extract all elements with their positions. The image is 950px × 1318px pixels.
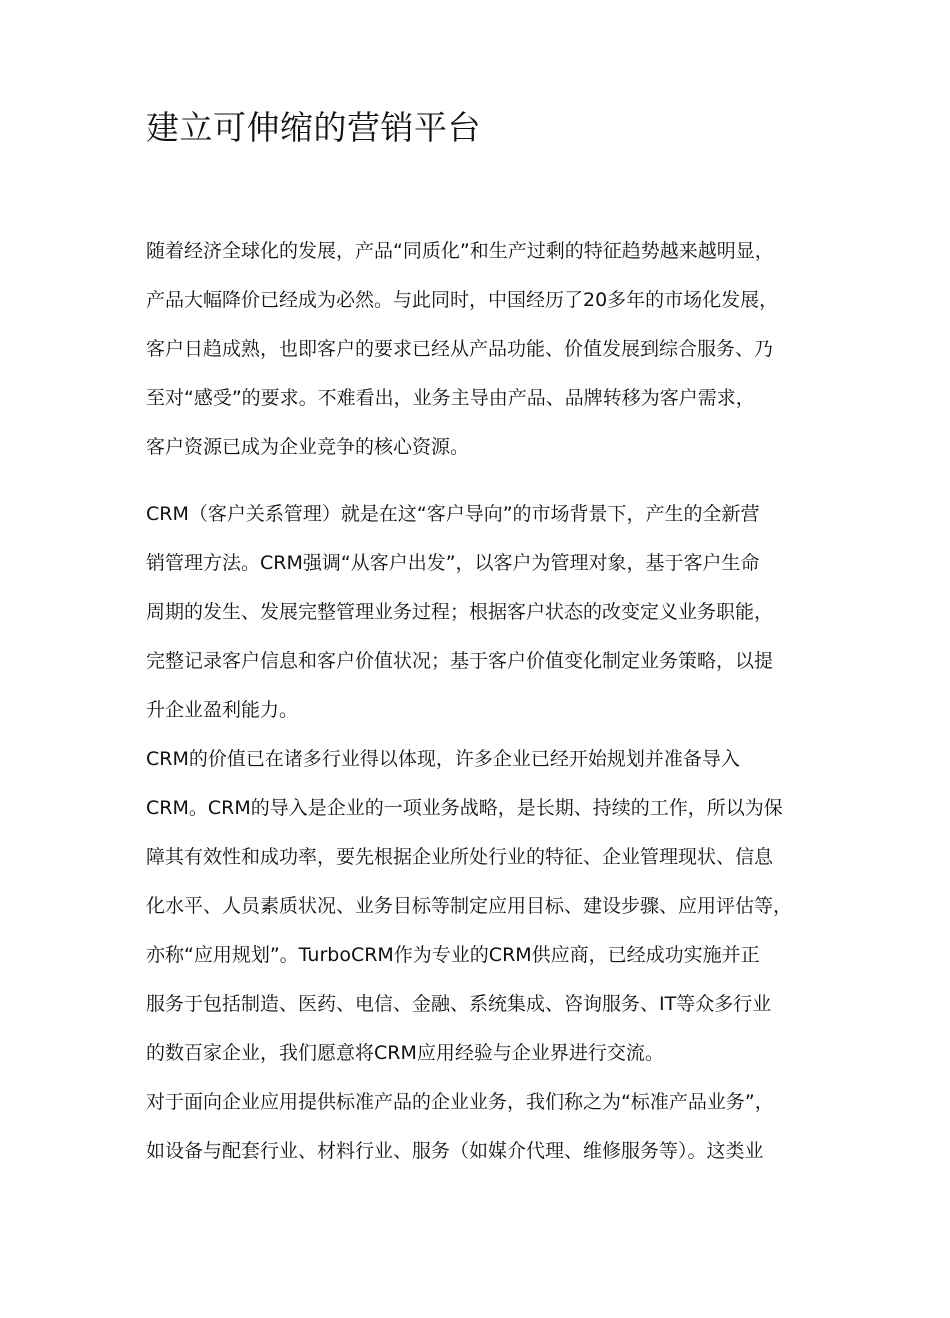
paragraph-line: 的数百家企业，我们愿意将CRM应用经验与企业界进行交流。 <box>146 1042 664 1064</box>
page-title: 建立可伸缩的营销平台 <box>146 108 481 147</box>
paragraph-line: 至对“感受”的要求。不难看出，业务主导由产品、品牌转移为客户需求， <box>146 387 755 409</box>
paragraph-line: CRM的价值已在诸多行业得以体现，许多企业已经开始规划并准备导入 <box>146 748 740 770</box>
paragraph-line: 客户资源已成为企业竞争的核心资源。 <box>146 436 470 458</box>
paragraph-line: 升企业盈利能力。 <box>146 699 299 721</box>
paragraph-line: 对于面向企业应用提供标准产品的企业业务，我们称之为“标准产品业务”， <box>146 1091 774 1113</box>
paragraph-line: CRM。CRM的导入是企业的一项业务战略，是长期、持续的工作，所以为保 <box>146 797 783 819</box>
paragraph-line: 亦称“应用规划”。TurboCRM作为专业的CRM供应商，已经成功实施并正 <box>146 944 760 966</box>
paragraph-line: 随着经济全球化的发展，产品“同质化”和生产过剩的特征趋势越来越明显， <box>146 240 774 262</box>
paragraph-standard-products <box>146 1078 816 1176</box>
paragraph-line: 化水平、人员素质状况、业务目标等制定应用目标、建设步骤、应用评估等， <box>146 895 793 917</box>
paragraph-crm-definition <box>146 490 816 735</box>
paragraph-line: 完整记录客户信息和客户价值状况；基于客户价值变化制定业务策略，以提 <box>146 650 774 672</box>
paragraph-line: 销管理方法。CRM强调“从客户出发”，以客户为管理对象，基于客户生命 <box>146 552 760 574</box>
paragraph-line: 障其有效性和成功率，要先根据企业所处行业的特征、企业管理现状、信息 <box>146 846 774 868</box>
paragraph-line: 服务于包括制造、医药、电信、金融、系统集成、咨询服务、IT等众多行业 <box>146 993 772 1015</box>
paragraph-line: 产品大幅降价已经成为必然。与此同时，中国经历了20多年的市场化发展， <box>146 289 779 311</box>
paragraph-crm-value <box>146 735 816 1078</box>
paragraph-line: 周期的发生、发展完整管理业务过程；根据客户状态的改变定义业务职能， <box>146 601 774 623</box>
paragraph-line: CRM（客户关系管理）就是在这“客户导向”的市场背景下，产生的全新营 <box>146 503 760 525</box>
paragraph-line: 如设备与配套行业、材料行业、服务（如媒介代理、维修服务等）。这类业 <box>146 1140 764 1162</box>
paragraph-line: 客户日趋成熟，也即客户的要求已经从产品功能、价值发展到综合服务、乃 <box>146 338 774 360</box>
paragraph-globalization <box>146 227 816 472</box>
